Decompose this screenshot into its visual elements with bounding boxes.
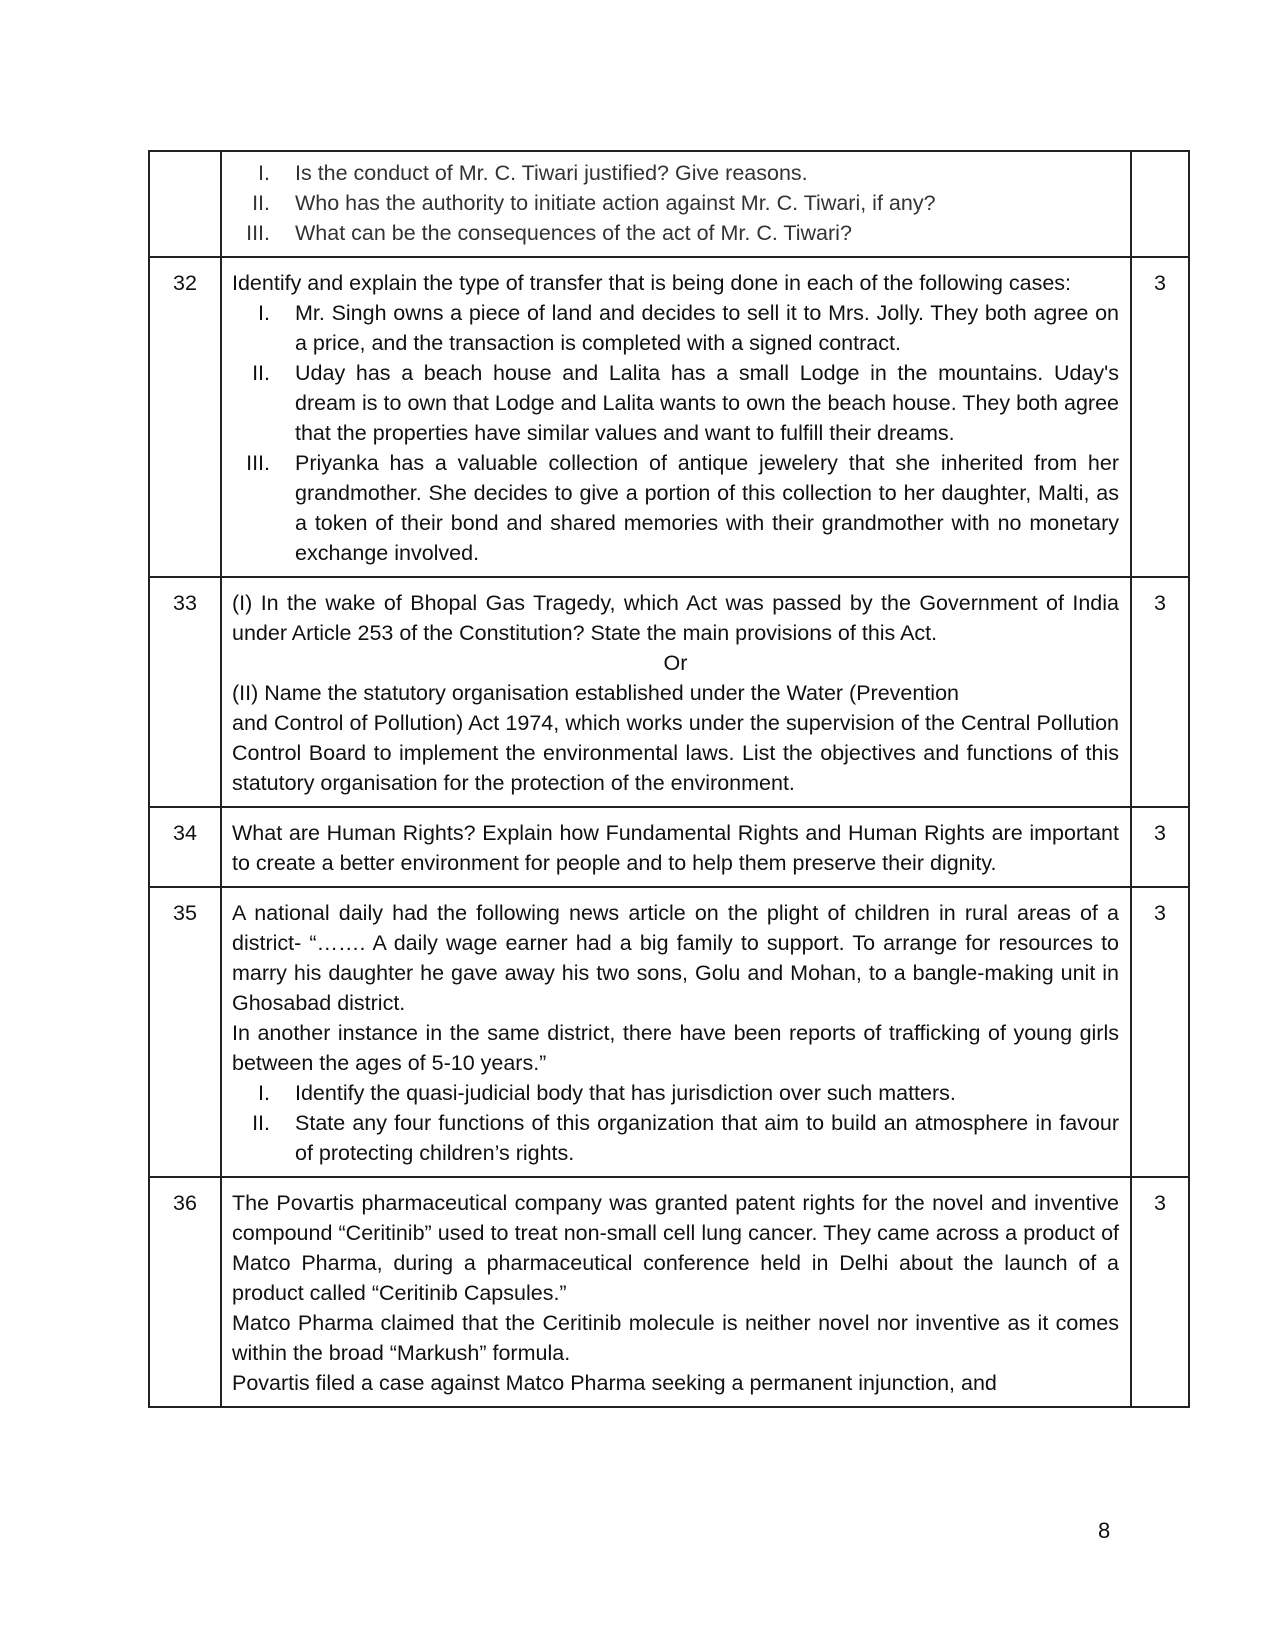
sub-question-item xyxy=(232,1108,1119,1168)
question-marks: 3 xyxy=(1131,807,1189,887)
sub-question-item xyxy=(232,1078,1119,1108)
question-row-32 xyxy=(149,257,1189,577)
sub-question-text: Priyanka has a valuable collection of antique jewelery that she inherited from her grandmother. She decides to give a portion of this collection to her daughter, Malti, as a token of their bond and shared memories with their grandmother with no monetary exchange involved. xyxy=(295,451,1119,565)
sub-question-text: What can be the consequences of the act of Mr. C. Tiwari? xyxy=(295,221,852,245)
question-paragraph: The Povartis pharmaceutical company was granted patent rights for the novel and inventive compound “Ceritinib” used to treat non-small cell lung cancer. They came across a product of Matco Pharma, during a pharmaceutical conference held in Delhi about the launch of a product called “Ceritinib Capsules.” xyxy=(232,1191,1119,1305)
question-row-34 xyxy=(149,807,1189,887)
roman-numeral: II. xyxy=(252,191,270,215)
sub-question-item xyxy=(232,448,1119,568)
question-marks: 3 xyxy=(1131,1177,1189,1407)
question-row-36 xyxy=(149,1177,1189,1407)
question-paragraph: Matco Pharma claimed that the Ceritinib molecule is neither novel nor inventive as it comes within the broad “Markush” formula. xyxy=(232,1311,1119,1365)
sub-question-item xyxy=(232,298,1119,358)
question-number: 32 xyxy=(149,257,221,577)
sub-question-item xyxy=(232,218,1119,248)
roman-numeral: III. xyxy=(246,451,270,475)
sub-question-text: Is the conduct of Mr. C. Tiwari justified? Give reasons. xyxy=(295,161,808,185)
question-paragraph: A national daily had the following news article on the plight of children in rural areas of a district- “……. A daily wage earner had a big family to support. To arrange for resources to marry his daughter he gave away his two sons, Golu and Mohan, to a bangle-making unit in Ghosabad district. xyxy=(232,901,1119,1015)
question-text-cell xyxy=(221,887,1131,1177)
sub-question-list xyxy=(232,1078,1119,1168)
sub-question-list xyxy=(232,158,1119,248)
question-text-cell xyxy=(221,151,1131,257)
question-marks: 3 xyxy=(1131,887,1189,1177)
question-paragraph: In another instance in the same district, there have been reports of trafficking of young girls between the ages of 5-10 years.” xyxy=(232,1021,1119,1075)
sub-question-list xyxy=(232,298,1119,568)
question-intro: Identify and explain the type of transfer that is being done in each of the following cases: xyxy=(232,271,1072,295)
sub-question-text: Identify the quasi-judicial body that has jurisdiction over such matters. xyxy=(295,1081,956,1105)
sub-question-text: State any four functions of this organization that aim to build an atmosphere in favour of protecting children’s rights. xyxy=(295,1111,1119,1165)
sub-question-item xyxy=(232,158,1119,188)
question-text-cell xyxy=(221,1177,1131,1407)
question-text-cell xyxy=(221,257,1131,577)
question-number: 36 xyxy=(149,1177,221,1407)
sub-question-text: Who has the authority to initiate action against Mr. C. Tiwari, if any? xyxy=(295,191,936,215)
roman-numeral: II. xyxy=(252,361,270,385)
question-marks: 3 xyxy=(1131,577,1189,807)
question-part-one: (I) In the wake of Bhopal Gas Tragedy, which Act was passed by the Government of India under Article 253 of the Constitution? State the main provisions of this Act. xyxy=(232,591,1119,645)
question-paragraph: Povartis filed a case against Matco Pharma seeking a permanent injunction, and xyxy=(232,1371,997,1395)
question-row-33 xyxy=(149,577,1189,807)
question-text-cell xyxy=(221,577,1131,807)
question-marks: 3 xyxy=(1131,257,1189,577)
roman-numeral: III. xyxy=(246,221,270,245)
question-row-31-continuation xyxy=(149,151,1189,257)
question-number-cell xyxy=(149,151,221,257)
sub-question-text: Uday has a beach house and Lalita has a small Lodge in the mountains. Uday's dream is to own that Lodge and Lalita wants to own the beach house. They both agree that the properties have similar values and want to fulfill their dreams. xyxy=(295,361,1119,445)
question-part-two-rest: and Control of Pollution) Act 1974, which works under the supervision of the Central Pollution Control Board to implement the environmental laws. List the objectives and functions of this statutory organisation for the protection of the environment. xyxy=(232,711,1119,795)
question-row-35 xyxy=(149,887,1189,1177)
question-text: What are Human Rights? Explain how Fundamental Rights and Human Rights are important to create a better environment for people and to help them preserve their dignity. xyxy=(232,821,1119,875)
question-part-two-first-line: (II) Name the statutory organisation established under the Water (Prevention xyxy=(232,681,959,705)
questions-table xyxy=(148,150,1190,1408)
roman-numeral: I. xyxy=(258,301,270,325)
question-number: 33 xyxy=(149,577,221,807)
page-number: 8 xyxy=(1098,1518,1111,1543)
marks-cell xyxy=(1131,151,1189,257)
question-text-cell xyxy=(221,807,1131,887)
question-number: 34 xyxy=(149,807,221,887)
roman-numeral: II. xyxy=(252,1111,270,1135)
or-separator: Or xyxy=(663,651,688,675)
roman-numeral: I. xyxy=(258,161,270,185)
sub-question-item xyxy=(232,358,1119,448)
question-number: 35 xyxy=(149,887,221,1177)
sub-question-item xyxy=(232,188,1119,218)
roman-numeral: I. xyxy=(258,1081,270,1105)
sub-question-text: Mr. Singh owns a piece of land and decides to sell it to Mrs. Jolly. They both agree on a price, and the transaction is completed with a signed contract. xyxy=(295,301,1119,355)
